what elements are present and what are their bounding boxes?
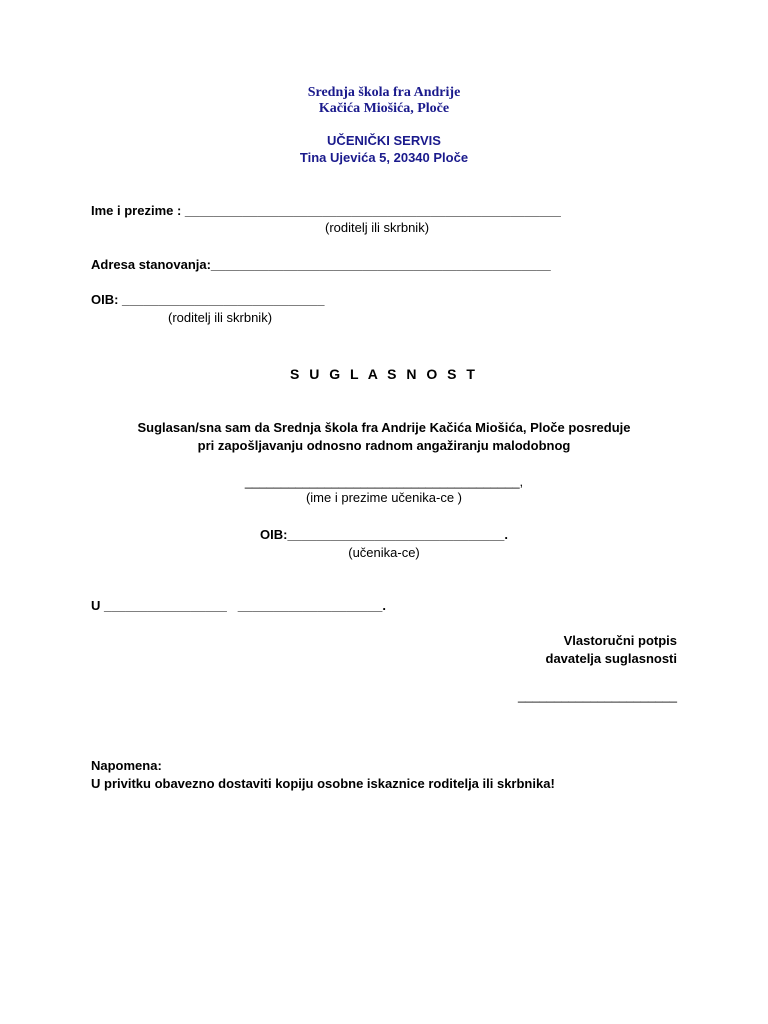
note-heading: Napomena: (91, 758, 162, 773)
parent-oib-caption: (roditelj ili skrbnik) (168, 310, 273, 325)
consent-text-line2: pri zapošljavanju odnosno radnom angažiranju malodobnog (197, 438, 571, 453)
document-title: S U G L A S N O S T (290, 366, 478, 382)
parent-address-field: Adresa stanovanja:_______________________________________________ (91, 257, 551, 272)
place-date-field: U _________________ ____________________. (91, 598, 386, 613)
parent-name-field: Ime i prezime : ____________________________________________________ (91, 203, 561, 218)
school-name-line1: Srednja škola fra Andrije (307, 85, 461, 100)
parent-name-caption: (roditelj ili skrbnik) (325, 220, 430, 235)
service-name: UČENIČKI SERVIS (327, 133, 441, 148)
student-oib-field: OIB:______________________________. (260, 527, 508, 542)
signature-label-line1: Vlastoručni potpis (563, 633, 677, 648)
signature-line: ______________________ (517, 688, 677, 703)
school-name-line2: Kačića Miošića, Ploče (318, 101, 450, 116)
service-address: Tina Ujevića 5, 20340 Ploče (299, 150, 469, 165)
signature-label-line2: davatelja suglasnosti (545, 651, 677, 666)
student-name-caption: (ime i prezime učenika-ce ) (305, 490, 463, 505)
note-text: U privitku obavezno dostaviti kopiju osobne iskaznice roditelja ili skrbnika! (91, 776, 555, 791)
student-oib-caption: (učenika-ce) (348, 545, 420, 560)
student-name-field: ______________________________________, (244, 474, 524, 489)
parent-oib-field: OIB: ____________________________ (91, 292, 325, 307)
consent-text-line1: Suglasan/sna sam da Srednja škola fra Andrije Kačića Miošića, Ploče posreduje (137, 420, 631, 435)
